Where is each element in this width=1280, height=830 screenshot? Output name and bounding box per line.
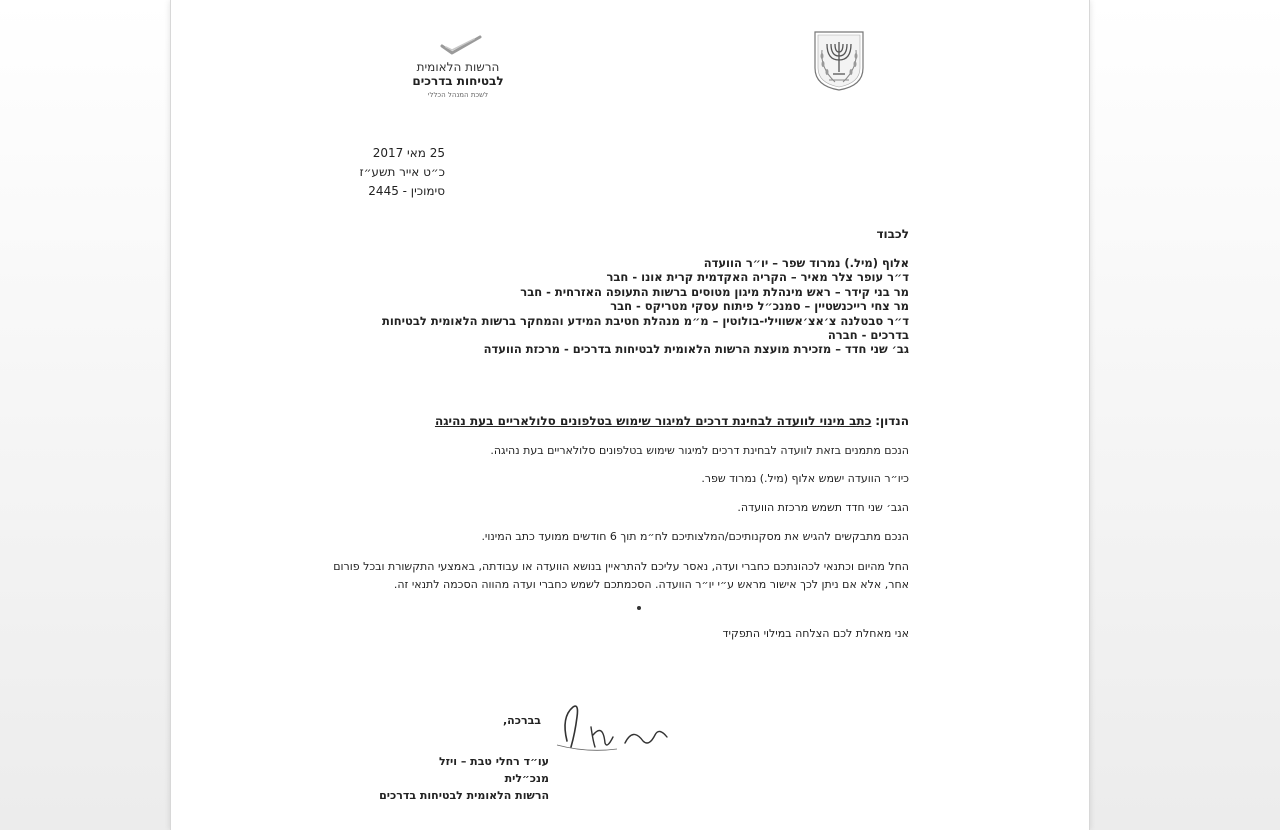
document-page: [170, 0, 1090, 830]
handwritten-signature: [547, 697, 687, 759]
signer-organization: הרשות הלאומית לבטיחות בדרכים: [379, 789, 549, 802]
authority-name-line2: לבטיחות בדרכים: [412, 74, 504, 88]
ink-dot: [637, 606, 641, 610]
authority-subtitle: לשכת המנהל הכללי: [427, 91, 489, 99]
body-paragraph: הגב׳ שני חדד תשמש מרכזת הוועדה.: [737, 501, 909, 514]
recipient-line: ד״ר סבטלנה צ׳אצ׳אשווילי-בולוטין – מ״מ מנהלת חטיבת המידע והמחקר ברשות הלאומית לבטיחות: [381, 313, 909, 328]
hebrew-date: כ״ט אייר תשע״ז: [359, 165, 445, 179]
authority-logo: [403, 34, 513, 99]
body-paragraph: החל מהיום וכתנאי לכהונתכם כחברי ועדה, נאסר עליכם להתראיין בנושא הוועדה או עבודתה, באמצעי התקשורת ובכל פורום אחר, אלא אם ניתן לכך אישור מראש ע״י יו״ר הוועדה. הסכמתכם לשמש כחברי ועדה מהווה הסכמה לתנאי זה.: [333, 560, 909, 591]
reference-number: סימוכין - 2445: [368, 184, 445, 198]
closing-greeting: בברכה,: [502, 714, 541, 727]
subject-line: [435, 414, 909, 428]
recipient-line: בדרכים - חברה: [827, 328, 909, 343]
menorah-emblem-icon: [811, 28, 867, 92]
signature-block: [379, 712, 549, 804]
recipient-line: מר צחי רייכנשטיין – סמנכ״ל פיתוח עסקי מטריקס - חבר: [610, 299, 909, 314]
recipient-line: אלוף (מיל.) נמרוד שפר – יו״ר הוועדה: [703, 256, 909, 270]
signer-name: עו״ד רחלי טבת – ויזל: [438, 755, 549, 768]
checkmark-swoosh-icon: [428, 34, 488, 56]
letter: [171, 0, 1089, 830]
subject-text: כתב מינוי לוועדה לבחינת דרכים למיגור שימוש בטלפונים סלולאריים בעת נהיגה: [434, 414, 872, 428]
recipient-line: גב׳ שני חדד – מזכירת מועצת הרשות הלאומית לבטיחות בדרכים - מרכזת הוועדה: [483, 342, 909, 357]
salutation: לכבוד: [876, 227, 909, 241]
body-paragraph: אני מאחלת לכם הצלחה במילוי התפקיד: [722, 627, 909, 640]
recipient-line: מר בני קידר – ראש מינהלת מיגון מטוסים ברשות התעופה האזרחית - חבר: [520, 284, 909, 299]
body-paragraph: כיו״ר הוועדה ישמש אלוף (מיל.) נמרוד שפר.: [701, 472, 909, 485]
recipients-list: [349, 256, 909, 357]
recipient-line: ד״ר עופר צלר מאיר – הקריה האקדמית קרית אונו - חבר: [606, 270, 909, 285]
body-paragraph: הנכם מתמנים בזאת לוועדה לבחינת דרכים למיגור שימוש בטלפונים סלולאריים בעת נהיגה.: [490, 444, 909, 457]
signer-title: מנכ״לית: [504, 772, 549, 785]
letter-date: 25 מאי 2017: [372, 146, 445, 160]
authority-name-line1: הרשות הלאומית: [416, 60, 500, 74]
body-paragraph: הנכם מתבקשים להגיש את מסקנותיכם/המלצותיכם לח״מ תוך 6 חודשים ממועד כתב המינוי.: [481, 530, 909, 543]
letter-meta: [285, 144, 445, 201]
subject-label: הנדון:: [875, 414, 909, 428]
